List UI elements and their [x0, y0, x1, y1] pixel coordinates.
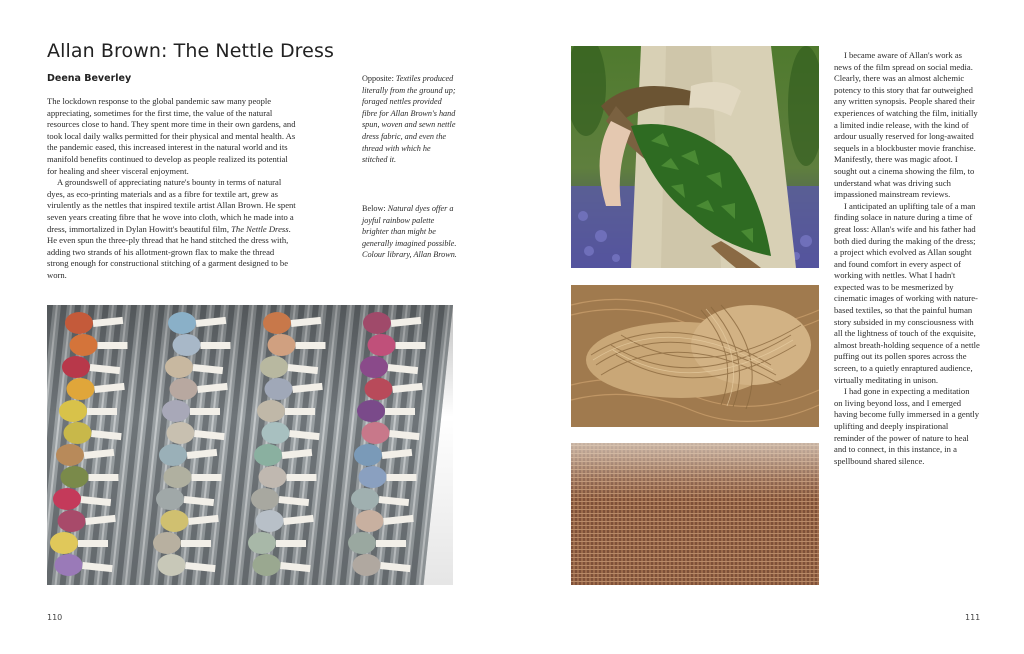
yarn-ball: [351, 488, 379, 510]
yarn-ball: [162, 400, 190, 422]
yarn-tag: [376, 540, 406, 547]
yarn-ball: [61, 466, 89, 488]
paragraph: The lockdown response to the global pandemic saw many people appreciating, sometimes for the first time, the value of the natural resources close to hand. They spent more time in their own gardens, and took local daily walks permitted for their physical and mental health. As the pandemic eased, this increased interest in the natural world and its manifold benefits continued to develop as people realized its potential for healing and sheer visceral enjoyment.: [47, 96, 296, 176]
author-byline: Deena Beverley: [47, 73, 132, 84]
yarn-ball: [170, 378, 198, 400]
caption-below: [362, 203, 458, 261]
yarn-ball: [268, 334, 296, 356]
yarn-ball: [259, 466, 287, 488]
yarn-ball: [263, 312, 291, 334]
yarn-ball: [265, 378, 293, 400]
paragraph: I had gone in expecting a meditation on living beyond loss, and I emerged having become fully immersed in a gently uplifting and deeply inspirational reminder of the power of nature to heal and to connect, in this instance, in a spellbound shared silence.: [834, 386, 980, 466]
yarn-ball: [156, 488, 184, 510]
yarn-ball: [167, 422, 195, 444]
caption-text: Natural dyes offer a joyful rainbow palette brighter than might be generally imagined possible. Colour library, Allan Brown.: [362, 204, 457, 260]
yarn-ball: [354, 444, 382, 466]
yarn-ball: [260, 356, 288, 378]
yarn-ball: [168, 312, 196, 334]
paragraph-text: . He even spun the three-ply thread that he hand stitched the dress with, adding two strands of his allotment-grown flax to make the thread strong enough for constructional stitching of a garment designed to be worn.: [47, 223, 291, 280]
yarn-tag: [287, 474, 317, 481]
yarn-tag: [276, 540, 306, 547]
yarn-tag: [181, 540, 211, 547]
yarn-ball: [254, 444, 282, 466]
caption-lead: Opposite:: [362, 74, 394, 83]
yarn-ball: [70, 334, 98, 356]
paragraph: I anticipated an uplifting tale of a man finding solace in nature during a time of great loss: Allan's wife and his father had both died during the making of the dress; a project which evolved as Allan sought and found comfort in every aspect of working with nettles. What I hadn't expected was to be mesmerized by cinematic images of working with nature-based textiles, so that the painful human story subsided in my consciousness with all the lightness of touch of the exquisite, almost breath-holding sequence of a nettle puffing out its pollen spores across the screen, to a quietly enraptured audience, virtually meditating in unison.: [834, 200, 980, 385]
nettle-yarn-skein-photo: [571, 285, 819, 427]
yarn-tag: [89, 474, 119, 481]
yarn-tag: [201, 342, 231, 349]
yarn-ball: [363, 312, 391, 334]
yarn-ball: [248, 532, 276, 554]
yarn-ball: [173, 334, 201, 356]
yarn-library-photo: [47, 305, 453, 585]
yarn-tag: [387, 474, 417, 481]
body-text-left: [47, 96, 297, 282]
page-number-right: 111: [965, 613, 981, 622]
yarn-ball: [50, 532, 78, 554]
woven-nettle-fabric-photo: [571, 443, 819, 585]
page-title: Allan Brown: The Nettle Dress: [47, 40, 334, 62]
yarn-ball: [161, 510, 189, 532]
yarn-ball: [362, 422, 390, 444]
yarn-tag: [190, 408, 220, 415]
yarn-ball: [353, 554, 381, 576]
yarn-ball: [357, 400, 385, 422]
yarn-ball: [58, 510, 86, 532]
yarn-ball: [253, 554, 281, 576]
yarn-tag: [296, 342, 326, 349]
yarn-ball: [158, 554, 186, 576]
paragraph: I became aware of Allan's work as news of the film spread on social media. Clearly, there was an almost alchemic potency to this story that far outweighed any written synopsis. People shared their experiences of watching the film, initially a limited indie release, with the kind of ardour usually reserved for long-awaited sequels in a blockbuster movie franchise. Manifestly, there was magic afoot. I sought out a cinema showing the film, to understand what was driving such impassioned mainstream reviews.: [834, 50, 978, 200]
caption-lead: Below:: [362, 204, 386, 213]
yarn-tag: [87, 408, 117, 415]
yarn-ball: [67, 378, 95, 400]
yarn-ball: [56, 444, 84, 466]
yarn-ball: [360, 356, 388, 378]
yarn-ball: [165, 356, 193, 378]
yarn-ball: [153, 532, 181, 554]
paragraph: [47, 177, 297, 281]
yarn-ball: [64, 422, 92, 444]
yarn-ball: [251, 488, 279, 510]
yarn-ball: [262, 422, 290, 444]
yarn-ball: [65, 312, 93, 334]
page-number-left: 110: [47, 613, 63, 622]
yarn-tag: [385, 408, 415, 415]
yarn-ball: [53, 488, 81, 510]
caption-opposite: [362, 73, 458, 166]
yarn-ball: [368, 334, 396, 356]
yarn-tag: [98, 342, 128, 349]
caption-text: Textiles produced literally from the ground up; foraged nettles provided fibre for Allan Brown's hand spun, woven and sewn nettle dress fabric, and even the thread with which he stitched it.: [362, 74, 456, 165]
yarn-ball: [256, 510, 284, 532]
yarn-tag: [285, 408, 315, 415]
yarn-ball: [348, 532, 376, 554]
yarn-ball: [159, 444, 187, 466]
yarn-tag: [78, 540, 108, 547]
body-text-right: [834, 50, 980, 467]
yarn-ball: [62, 356, 90, 378]
yarn-ball: [55, 554, 83, 576]
paragraph-text: A groundswell of appreciating nature's bounty in terms of natural dyes, as eco-printing materials and as a fibre for textile art, grew as virulently as the nettles that inspired textile artist Allan Brown. He spent seven years creating fibre that he wove into cloth, which he made into a dress, immortalized in Dylan Howitt's beautiful film,: [47, 177, 296, 234]
yarn-ball: [164, 466, 192, 488]
nettle-basket-photo: [571, 46, 819, 268]
yarn-ball: [359, 466, 387, 488]
film-title: The Nettle Dress: [231, 223, 289, 234]
yarn-ball: [365, 378, 393, 400]
yarn-ball: [356, 510, 384, 532]
yarn-ball: [59, 400, 87, 422]
yarn-tag: [192, 474, 222, 481]
yarn-ball: [257, 400, 285, 422]
yarn-tag: [396, 342, 426, 349]
